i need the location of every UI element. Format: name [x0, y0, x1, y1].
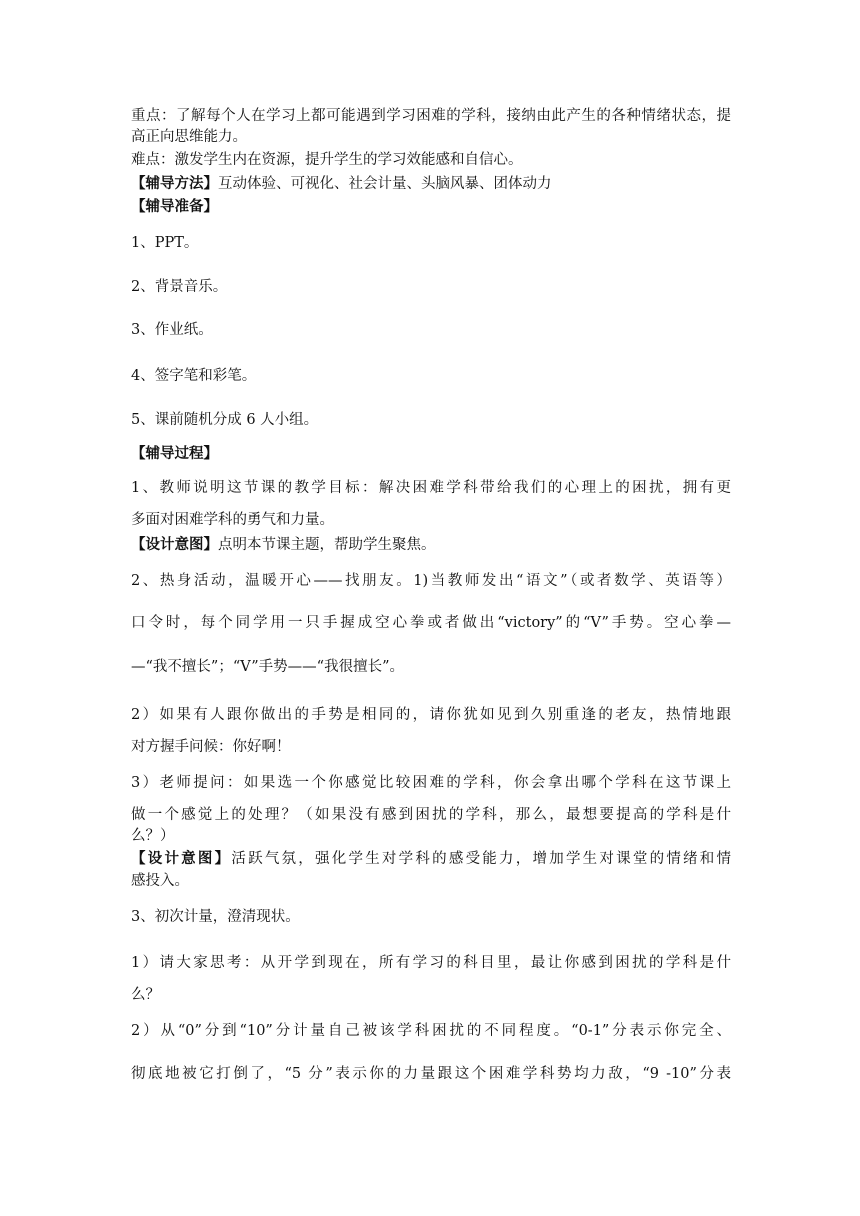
intent-2-line-1: [131, 849, 731, 869]
p2-line-1: 2、热身活动，温暖开心——找朋友。1)当教师发出“语文”（或者数学、英语等）: [131, 573, 731, 589]
p2c-line-3: 么？）: [131, 828, 175, 844]
method-line: [131, 174, 731, 194]
prep-item: 3、作业纸。: [131, 322, 213, 338]
prep-label-text: 【辅导准备】: [131, 198, 218, 215]
p2-line-3: —“我不擅长”；“V”手势——“我很擅长”。: [131, 659, 404, 675]
p1-line-2: 多面对困难学科的勇气和力量。: [131, 512, 334, 528]
process-label: [131, 444, 731, 464]
intent-2-line-2: 感投入。: [131, 873, 189, 889]
p3a-line-1: 1）请大家思考：从开学到现在，所有学习的科目里，最让你感到困扰的学科是什: [131, 955, 731, 971]
p1-line-1: 1、教师说明这节课的教学目标：解决困难学科带给我们的心理上的困扰，拥有更: [131, 480, 731, 496]
p2c-line-1: 3）老师提问：如果选一个你感觉比较困难的学科，你会拿出哪个学科在这节课上: [131, 775, 731, 791]
process-label-text: 【辅导过程】: [131, 445, 218, 462]
focus-line-2: 高正向思维能力。: [131, 129, 247, 145]
prep-label: [131, 197, 731, 217]
p2-line-2: 口令时，每个同学用一只手握成空心拳或者做出“victory”的“V”手势。空心拳—: [131, 615, 731, 631]
intent-1-line: [131, 535, 731, 555]
intent-label: 【设计意图】: [131, 850, 232, 867]
p2b-line-2: 对方握手问候：你好啊！: [131, 739, 291, 755]
p3a-line-2: 么？: [131, 987, 160, 1003]
difficulty-line: 难点：激发学生内在资源，提升学生的学习效能感和自信心。: [131, 152, 523, 168]
intent-label: 【设计意图】: [131, 536, 218, 553]
intent-1-text: 点明本节课主题，帮助学生聚焦。: [218, 537, 436, 553]
prep-item: 5、课前随机分成 6 人小组。: [131, 412, 319, 428]
p3-heading: 3、初次计量，澄清现状。: [131, 909, 300, 925]
p3b-line-1: 2）从“0”分到“10”分计量自己被该学科困扰的不同程度。“0-1”分表示你完全、: [131, 1023, 731, 1039]
prep-item: 2、背景音乐。: [131, 279, 228, 295]
intent-2-text: 活跃气氛，强化学生对学科的感受能力，增加学生对课堂的情绪和情: [231, 851, 732, 867]
p3b-line-2: 彻底地被它打倒了，“5 分”表示你的力量跟这个困难学科势均力敌，“9 -10”分表: [131, 1066, 731, 1082]
method-text: 互动体验、可视化、社会计量、头脑风暴、团体动力: [218, 176, 552, 192]
focus-line-1: 重点：了解每个人在学习上都可能遇到学习困难的学科，接纳由此产生的各种情绪状态，提: [131, 108, 731, 124]
prep-item: 4、签字笔和彩笔。: [131, 368, 257, 384]
prep-item: 1、PPT。: [131, 235, 199, 251]
p2b-line-1: 2）如果有人跟你做出的手势是相同的，请你犹如见到久别重逢的老友，热情地跟: [131, 707, 731, 723]
method-label: 【辅导方法】: [131, 175, 218, 192]
p2c-line-2: 做一个感觉上的处理？（如果没有感到困扰的学科，那么，最想要提高的学科是什: [131, 807, 731, 823]
